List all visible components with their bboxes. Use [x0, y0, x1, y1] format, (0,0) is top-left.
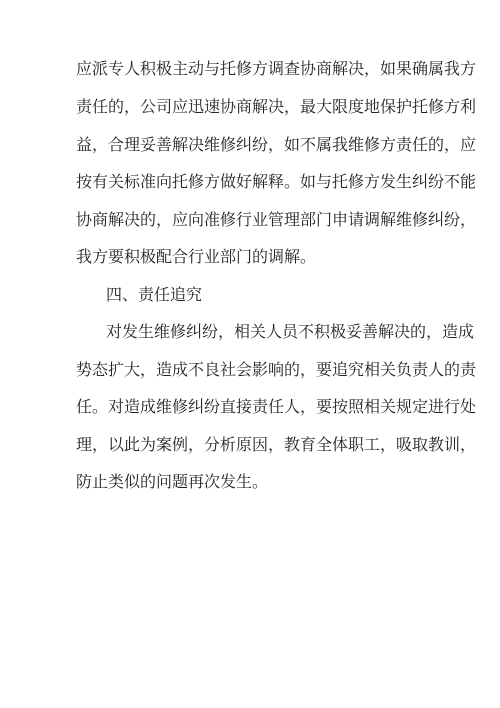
paragraph-line: 责任的，公司应迅速协商解决，最大限度地保护托修方利 — [76, 97, 477, 116]
paragraph-line: 应派专人积极主动与托修方调查协商解决，如果确属我方 — [76, 59, 477, 78]
paragraph-line: 我方要积极配合行业部门的调解。 — [76, 247, 317, 266]
paragraph-line: 任。对造成维修纠纷直接责任人，要按照相关规定进行处 — [76, 397, 477, 416]
paragraph-line: 防止类似的问题再次发生。 — [76, 472, 269, 491]
paragraph-line: 按有关标准向托修方做好解释。如与托修方发生纠纷不能 — [76, 172, 477, 191]
paragraph-line: 理，以此为案例，分析原因，教育全体职工，吸取教训， — [76, 435, 477, 454]
paragraph-line: 益，合理妥善解决维修纠纷，如不属我维修方责任的，应 — [76, 135, 477, 154]
section-heading: 四、责任追究 — [106, 285, 203, 304]
paragraph-line: 对发生维修纠纷，相关人员不积极妥善解决的，造成 — [106, 322, 475, 341]
paragraph-line: 协商解决的，应向准修行业管理部门申请调解维修纠纷， — [76, 210, 477, 229]
paragraph-line: 势态扩大，造成不良社会影响的，要追究相关负责人的责 — [76, 360, 477, 379]
